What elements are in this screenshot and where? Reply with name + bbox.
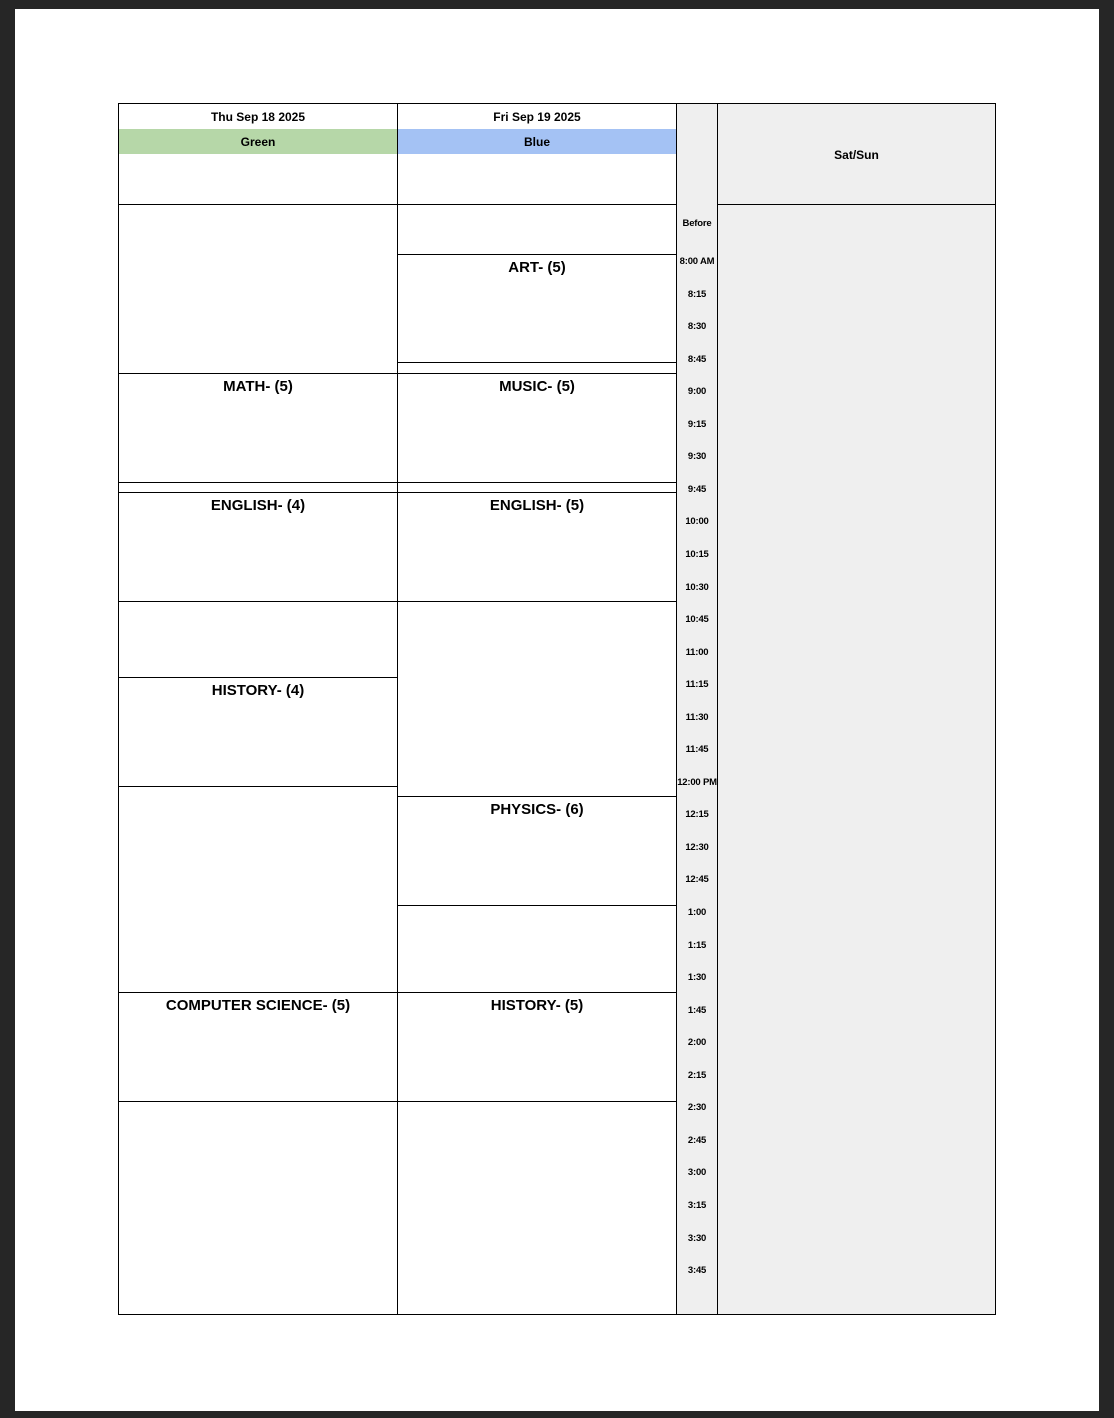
divider: [119, 373, 397, 374]
time-label: 1:30: [687, 972, 707, 984]
time-label: 11:45: [685, 744, 709, 756]
time-label: 3:15: [687, 1199, 707, 1211]
class-block-label: MUSIC- (5): [499, 378, 575, 395]
divider: [398, 482, 676, 483]
divider: [398, 373, 676, 374]
day-date: Thu Sep 18 2025: [210, 110, 306, 124]
divider: [119, 1101, 397, 1102]
time-label: 2:30: [687, 1102, 707, 1114]
time-label: Before: [682, 218, 712, 229]
divider: [398, 204, 676, 205]
day-column-thu: [119, 104, 398, 1314]
time-label: 1:45: [687, 1004, 707, 1016]
time-label: 9:00: [687, 386, 707, 398]
divider: [119, 204, 397, 205]
day-date: Fri Sep 19 2025: [493, 110, 581, 124]
time-label: 12:30: [685, 841, 709, 853]
day-column-fri: [398, 104, 677, 1314]
schedule-grid: [118, 103, 996, 1315]
time-label: 3:45: [687, 1265, 707, 1276]
divider: [119, 601, 397, 602]
time-label: 8:00 AM: [679, 256, 715, 267]
divider: [398, 601, 676, 602]
divider: [398, 992, 676, 993]
time-label: 8:15: [687, 288, 707, 300]
divider: [398, 492, 676, 493]
time-label: 1:15: [687, 939, 707, 951]
divider: [718, 204, 995, 205]
weekend-label: Sat/Sun: [834, 148, 879, 162]
divider: [119, 482, 397, 483]
time-label: 3:00: [687, 1167, 707, 1179]
class-block-label: HISTORY- (4): [211, 682, 305, 699]
class-block-label: MATH- (5): [223, 378, 293, 395]
divider: [119, 992, 397, 993]
time-label: 10:15: [685, 548, 709, 560]
divider: [398, 1101, 676, 1102]
time-label: 10:45: [685, 614, 709, 625]
day-color-label: Blue: [398, 129, 676, 154]
time-label: 9:15: [687, 418, 707, 430]
time-label: 12:45: [685, 874, 709, 886]
time-label: 1:00: [687, 907, 707, 918]
class-block-label: ENGLISH- (4): [210, 497, 306, 514]
time-label: 11:15: [685, 679, 709, 691]
time-label: 2:45: [687, 1134, 707, 1146]
class-block-label: ART- (5): [508, 259, 566, 276]
divider: [119, 786, 397, 787]
time-label: 12:15: [685, 809, 709, 821]
class-block-label: ENGLISH- (5): [489, 497, 585, 514]
time-label: 12:00 PM: [677, 776, 717, 788]
time-label: 10:30: [685, 581, 709, 593]
document-page: [15, 9, 1099, 1411]
divider: [398, 796, 676, 797]
divider: [398, 362, 676, 363]
divider: [119, 492, 397, 493]
divider: [398, 254, 676, 255]
weekend-column: [718, 104, 995, 1314]
divider: [398, 905, 676, 906]
class-block-label: COMPUTER SCIENCE- (5): [165, 997, 351, 1014]
time-label: 2:00: [687, 1037, 707, 1049]
class-block-label: PHYSICS- (6): [490, 801, 584, 818]
time-label: 8:45: [687, 353, 707, 365]
class-block-label: HISTORY- (5): [490, 997, 584, 1014]
time-label: 9:45: [687, 483, 707, 495]
time-label: 9:30: [687, 451, 707, 463]
time-label: 11:30: [685, 711, 709, 723]
day-color-label: Green: [119, 129, 397, 154]
divider: [119, 677, 397, 678]
time-label: 8:30: [687, 321, 707, 333]
time-label: 11:00: [685, 646, 709, 658]
time-label: 10:00: [685, 516, 709, 528]
time-label: 2:15: [687, 1069, 707, 1081]
time-label: 3:30: [687, 1232, 707, 1244]
time-column: [677, 104, 718, 1314]
